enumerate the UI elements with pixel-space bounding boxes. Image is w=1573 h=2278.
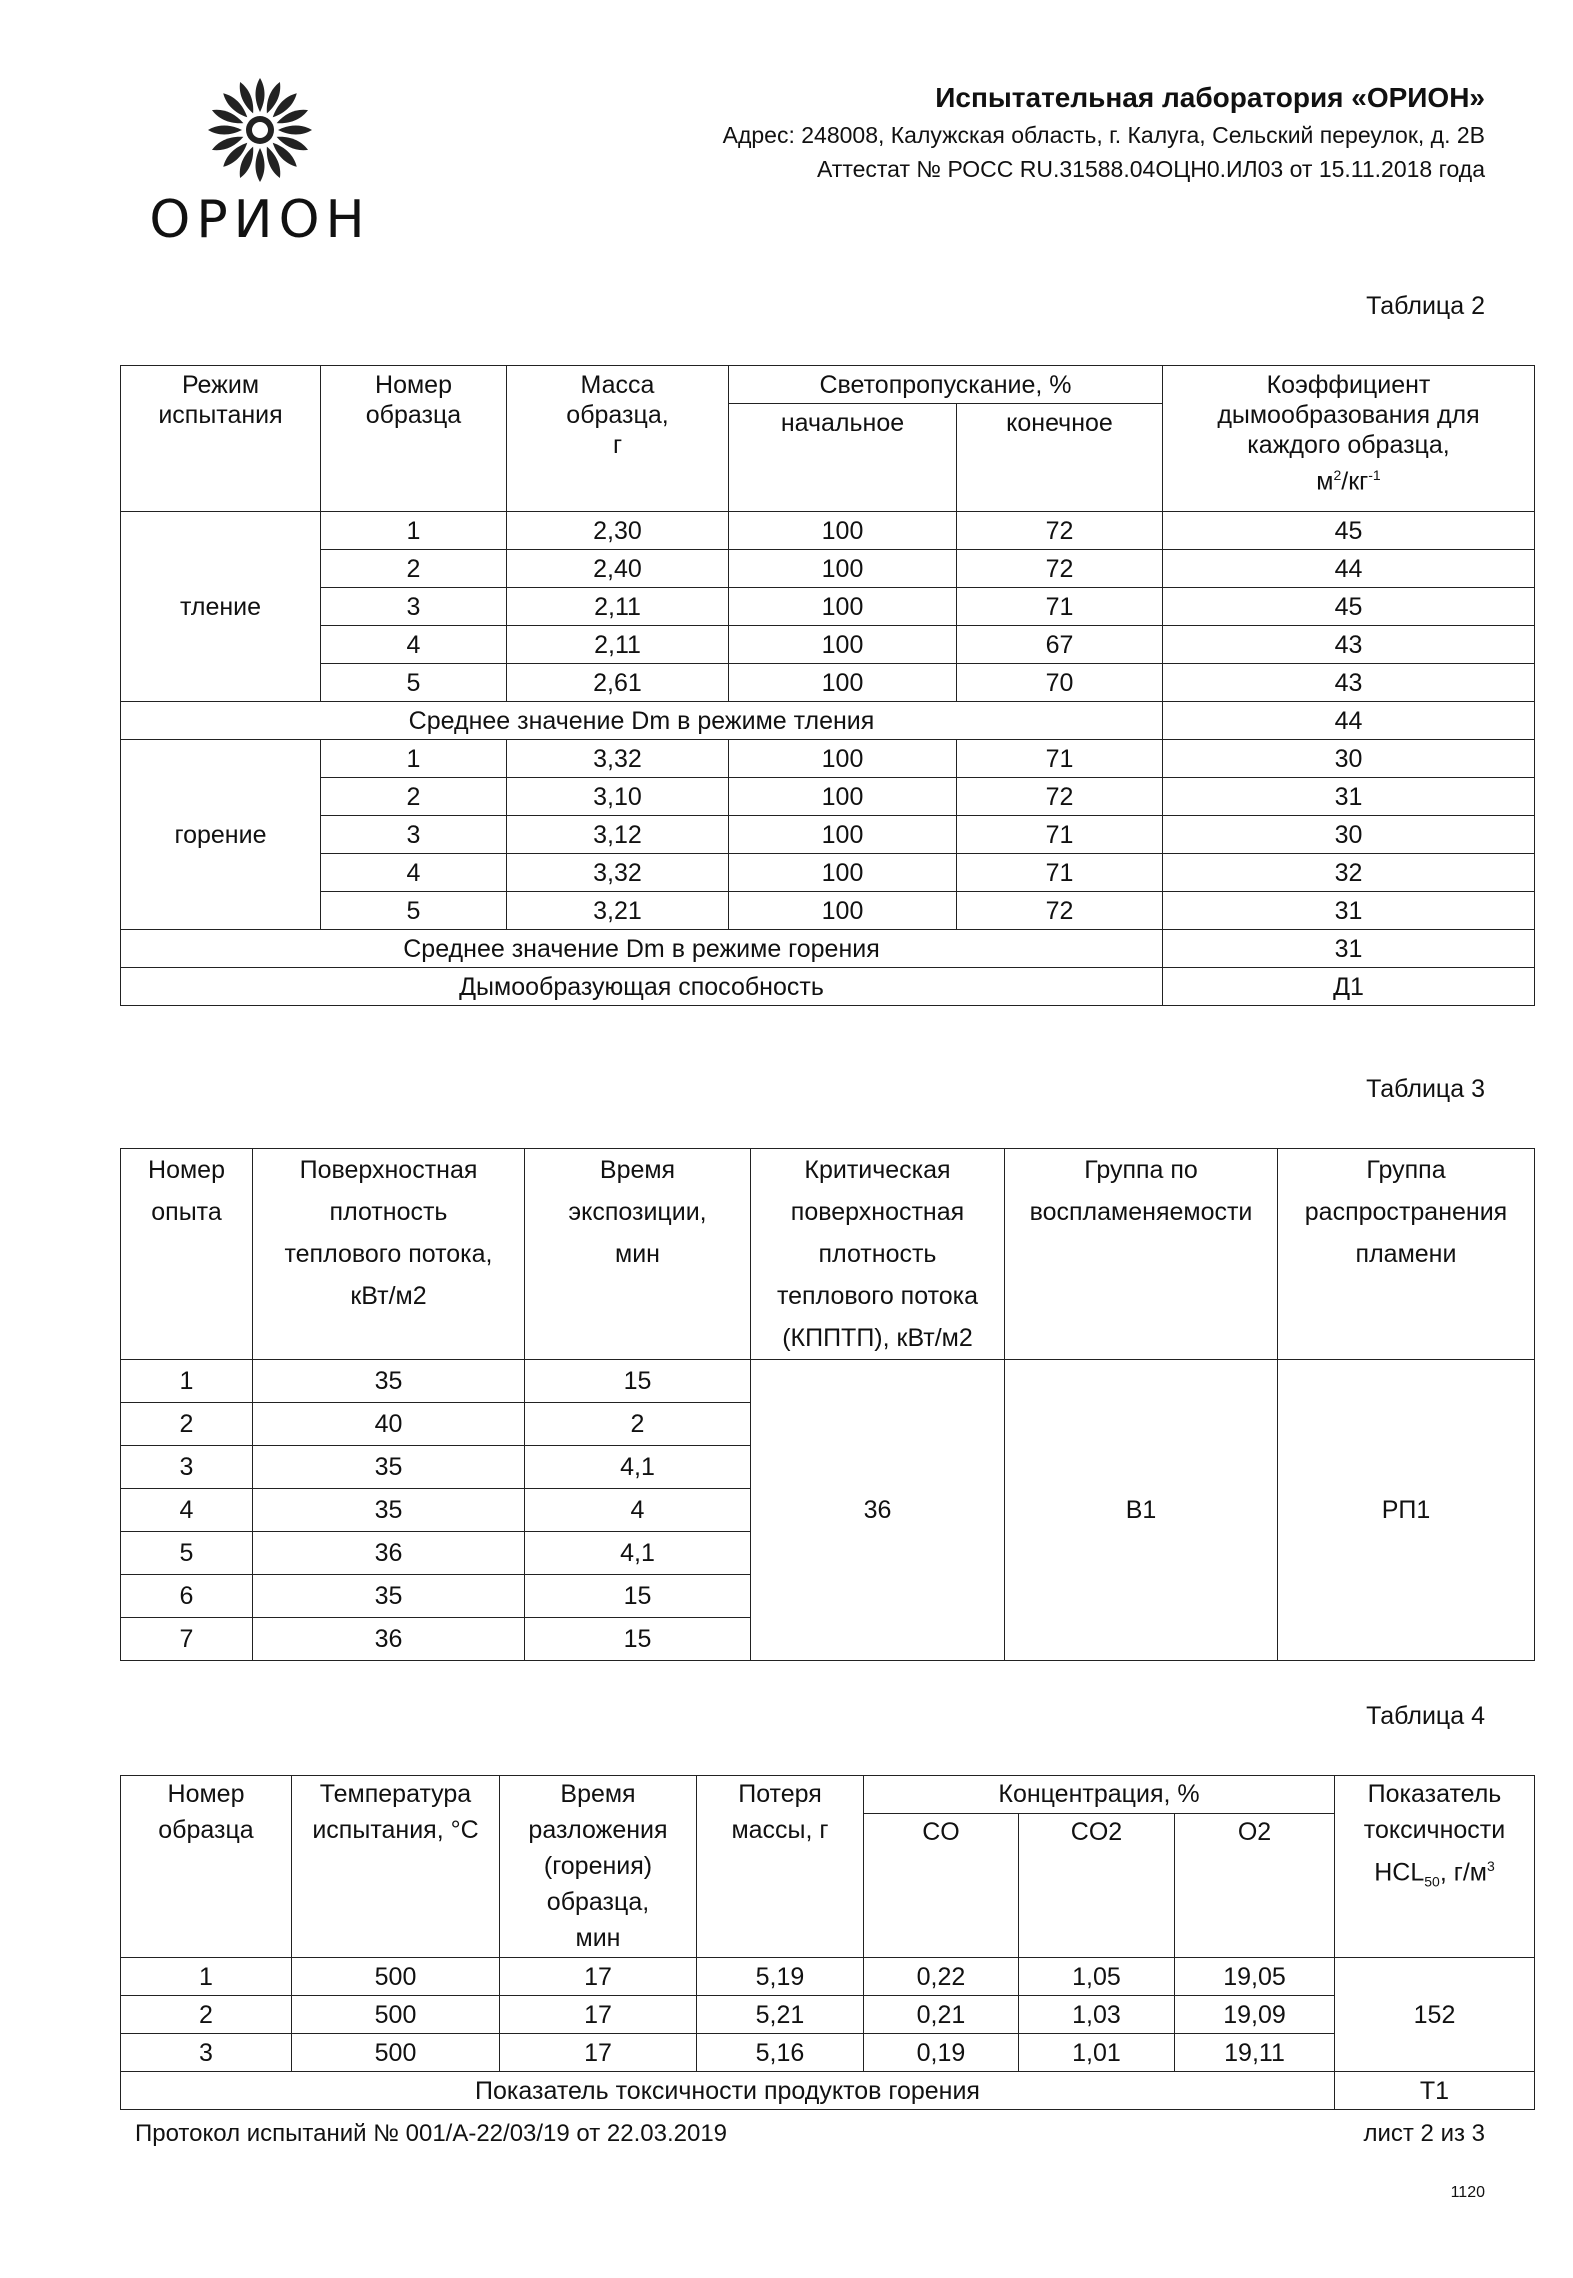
t2-cell: 3,32 (507, 854, 729, 892)
t4-header-line: Номер (167, 1780, 245, 1808)
t2-burn-avg-label: Среднее значение Dm в режиме горения (121, 930, 1163, 968)
t2-header-num (321, 366, 507, 512)
t2-cell: 71 (957, 588, 1163, 626)
t2-cell: 3,10 (507, 778, 729, 816)
t4-header-line: образца, (546, 1888, 650, 1916)
t2-header-num-line: образца (365, 401, 462, 429)
unit-sup: 3 (1486, 1858, 1495, 1874)
t2-cell: 100 (729, 626, 957, 664)
t3-header-line: Поверхностная (299, 1156, 478, 1184)
t2-header-num-line: Номер (375, 371, 452, 399)
t4-header-line: Время (560, 1780, 636, 1808)
lab-name: Испытательная лаборатория «ОРИОН» (935, 82, 1485, 113)
t3-header-line: Критическая (804, 1156, 951, 1184)
unit-sub: 50 (1424, 1873, 1440, 1890)
t3-header-line: теплового потока, (284, 1240, 493, 1268)
t2-cell: 2,11 (507, 626, 729, 664)
t4-cell: 1 (121, 1958, 292, 1996)
t3-header-line: плотность (329, 1198, 448, 1226)
table3 (120, 1148, 1535, 1661)
t3-cell: 15 (525, 1575, 751, 1618)
t3-spread-value: РП1 (1278, 1360, 1535, 1661)
t2-cell: 100 (729, 550, 957, 588)
t3-header-line: распространения (1304, 1198, 1508, 1226)
t2-cell: 100 (729, 740, 957, 778)
t2-cell: 100 (729, 816, 957, 854)
t3-header-flux (253, 1149, 525, 1360)
t2-header-mass-line: образца, (566, 401, 669, 429)
t2-header-coef-unit (1167, 460, 1530, 496)
t2-cell: 2,30 (507, 512, 729, 550)
t2-cell: 100 (729, 892, 957, 930)
table2 (120, 365, 1535, 1006)
t2-cell: 2 (321, 550, 507, 588)
t2-header-mass (507, 366, 729, 512)
t2-cell: 30 (1163, 740, 1535, 778)
t3-cell: 35 (253, 1575, 525, 1618)
t2-smolder-avg-label: Среднее значение Dm в режиме тления (121, 702, 1163, 740)
t4-header-num (121, 1776, 292, 1958)
t2-cell: 43 (1163, 626, 1535, 664)
t3-cell: 4 (121, 1489, 253, 1532)
t2-cell: 100 (729, 664, 957, 702)
t2-header-coef-line: каждого образца, (1247, 431, 1450, 459)
t4-header-line: (горения) (543, 1852, 653, 1880)
t3-header-line: Время (599, 1156, 676, 1184)
t3-header-crit (751, 1149, 1005, 1360)
t4-cell: 2 (121, 1996, 292, 2034)
t2-cell: 5 (321, 664, 507, 702)
t4-tox-label: Показатель токсичности продуктов горения (121, 2072, 1335, 2110)
sheet-number: лист 2 из 3 (1363, 2120, 1485, 2147)
t3-cell: 7 (121, 1618, 253, 1661)
unit-sup: 2 (1333, 467, 1342, 483)
t2-header-coef (1163, 366, 1535, 512)
t4-header-line: испытания, °С (312, 1816, 479, 1844)
orion-logo (140, 72, 380, 252)
table4-caption: Таблица 4 (1366, 1702, 1485, 1730)
t3-cell: 6 (121, 1575, 253, 1618)
t2-header-mode-line: испытания (158, 401, 283, 429)
t2-cell: 2 (321, 778, 507, 816)
t4-header-line: разложения (528, 1816, 668, 1844)
table2-caption: Таблица 2 (1366, 292, 1485, 320)
t4-tox-class: Т1 (1335, 2072, 1535, 2110)
t4-tox-value: 152 (1335, 1958, 1535, 2072)
t3-header-line: кВт/м2 (350, 1282, 427, 1310)
t2-cell: 71 (957, 854, 1163, 892)
t3-cell: 36 (253, 1532, 525, 1575)
t3-header-time (525, 1149, 751, 1360)
t4-header-tox-unit (1339, 1848, 1530, 1899)
t2-header-initial: начальное (729, 404, 957, 512)
unit-m: м (1316, 467, 1334, 496)
t2-cell: 3,21 (507, 892, 729, 930)
t3-header-ign (1005, 1149, 1278, 1360)
t4-cell: 17 (500, 1996, 697, 2034)
t2-cell: 70 (957, 664, 1163, 702)
t2-cell: 72 (957, 892, 1163, 930)
t2-mode-burn: горение (121, 740, 321, 930)
t2-cell: 2,40 (507, 550, 729, 588)
t2-cell: 3 (321, 588, 507, 626)
t3-header-line: (КППТП), кВт/м2 (782, 1324, 973, 1352)
t4-cell: 5,21 (697, 1996, 864, 2034)
unit-sup: -1 (1368, 467, 1381, 483)
t3-cell: 35 (253, 1446, 525, 1489)
t4-cell: 17 (500, 2034, 697, 2072)
t2-cell: 72 (957, 512, 1163, 550)
t3-cell: 15 (525, 1618, 751, 1661)
t2-header-mass-line: Масса (580, 371, 655, 399)
t3-header-line: плотность (818, 1240, 937, 1268)
t4-cell: 5,19 (697, 1958, 864, 1996)
t3-cell: 35 (253, 1360, 525, 1403)
t4-cell: 19,05 (1175, 1958, 1335, 1996)
t4-cell: 500 (292, 2034, 500, 2072)
t3-header-line: поверхностная (790, 1198, 965, 1226)
t2-cell: 2,61 (507, 664, 729, 702)
t3-cell: 4,1 (525, 1446, 751, 1489)
t2-cell: 2,11 (507, 588, 729, 626)
t2-cell: 100 (729, 854, 957, 892)
t3-cell: 2 (121, 1403, 253, 1446)
page-number: 1120 (1450, 2184, 1485, 2201)
sun-flower-icon (140, 72, 380, 192)
t2-cell: 45 (1163, 512, 1535, 550)
t4-header-co: CO (864, 1814, 1019, 1958)
t2-smolder-avg-value: 44 (1163, 702, 1535, 740)
t3-header-line: мин (615, 1240, 660, 1268)
t3-header-exp (121, 1149, 253, 1360)
t3-header-line: воспламеняемости (1029, 1198, 1253, 1226)
logo-text: ОРИОН (149, 190, 371, 250)
t2-cell: 1 (321, 512, 507, 550)
t2-cell: 4 (321, 626, 507, 664)
t3-header-line: теплового потока (776, 1282, 979, 1310)
unit-hcl: HCL (1374, 1858, 1425, 1887)
t4-header-tox (1335, 1776, 1535, 1958)
t3-header-line: Группа (1366, 1156, 1446, 1184)
t2-cell: 44 (1163, 550, 1535, 588)
t2-cell: 100 (729, 778, 957, 816)
t3-cell: 5 (121, 1532, 253, 1575)
t4-cell: 0,19 (864, 2034, 1019, 2072)
t2-cell: 1 (321, 740, 507, 778)
t3-header-line: Группа по (1084, 1156, 1198, 1184)
t3-cell: 36 (253, 1618, 525, 1661)
t2-cell: 5 (321, 892, 507, 930)
t3-header-line: опыта (151, 1198, 222, 1226)
t2-header-final: конечное (957, 404, 1163, 512)
t3-cell: 4 (525, 1489, 751, 1532)
t2-cell: 31 (1163, 778, 1535, 816)
t4-header-co2: CO2 (1019, 1814, 1175, 1958)
protocol-footer: Протокол испытаний № 001/А-22/03/19 от 22.03.2019 (135, 2120, 728, 2147)
t2-cell: 72 (957, 550, 1163, 588)
t4-header-o2: O2 (1175, 1814, 1335, 1958)
t2-header-coef-line: Коэффициент (1266, 371, 1431, 399)
t2-burn-avg-value: 31 (1163, 930, 1535, 968)
t2-cell: 45 (1163, 588, 1535, 626)
t4-header-temp (292, 1776, 500, 1958)
lab-info (723, 78, 1485, 186)
t4-header-line: Температура (319, 1780, 472, 1808)
t4-cell: 19,09 (1175, 1996, 1335, 2034)
t2-smoke-value: Д1 (1163, 968, 1535, 1006)
t2-cell: 3,12 (507, 816, 729, 854)
t2-header-mode-line: Режим (181, 371, 260, 399)
t3-cell: 15 (525, 1360, 751, 1403)
t4-header-line: Потеря (738, 1780, 822, 1808)
t3-cell: 4,1 (525, 1532, 751, 1575)
t4-cell: 19,11 (1175, 2034, 1335, 2072)
lab-attestat: Аттестат № РОСС RU.31588.04ОЦН0.ИЛ03 от 15.11.2018 года (816, 156, 1485, 182)
t2-header-mode (121, 366, 321, 512)
t4-cell: 500 (292, 1958, 500, 1996)
t4-cell: 5,16 (697, 2034, 864, 2072)
t4-header-line: Показатель (1367, 1780, 1502, 1808)
t3-crit-value: 36 (751, 1360, 1005, 1661)
t3-header-line: Номер (148, 1156, 225, 1184)
t2-cell: 67 (957, 626, 1163, 664)
t3-cell: 35 (253, 1489, 525, 1532)
t4-cell: 17 (500, 1958, 697, 1996)
t3-cell: 40 (253, 1403, 525, 1446)
t3-header-line: экспозиции, (568, 1198, 707, 1226)
t4-cell: 1,05 (1019, 1958, 1175, 1996)
t2-header-light: Светопропускание, % (729, 366, 1163, 404)
t4-cell: 500 (292, 1996, 500, 2034)
t4-cell: 1,03 (1019, 1996, 1175, 2034)
t2-cell: 3,32 (507, 740, 729, 778)
t2-cell: 32 (1163, 854, 1535, 892)
t2-cell: 71 (957, 740, 1163, 778)
t3-cell: 3 (121, 1446, 253, 1489)
lab-address: Адрес: 248008, Калужская область, г. Калуга, Сельский переулок, д. 2В (722, 122, 1485, 148)
t4-header-conc: Концентрация, % (864, 1776, 1335, 1814)
t3-header-line: пламени (1355, 1240, 1457, 1268)
t2-header-mass-line: г (612, 431, 623, 459)
t4-cell: 0,22 (864, 1958, 1019, 1996)
t3-ign-value: В1 (1005, 1360, 1278, 1661)
table3-caption: Таблица 3 (1366, 1075, 1485, 1103)
table4 (120, 1775, 1535, 2110)
t2-cell: 3 (321, 816, 507, 854)
t2-cell: 71 (957, 816, 1163, 854)
t2-header-coef-line: дымообразования для (1217, 401, 1480, 429)
unit-kg: /кг (1341, 467, 1369, 496)
t4-header-loss (697, 1776, 864, 1958)
t2-cell: 72 (957, 778, 1163, 816)
t4-header-line: токсичности (1363, 1816, 1506, 1844)
t4-header-line: мин (575, 1924, 621, 1952)
t2-mode-smolder: тление (121, 512, 321, 702)
t4-cell: 0,21 (864, 1996, 1019, 2034)
t2-cell: 30 (1163, 816, 1535, 854)
t4-header-time (500, 1776, 697, 1958)
unit-gm: , г/м (1439, 1858, 1487, 1887)
t2-smoke-label: Дымообразующая способность (121, 968, 1163, 1006)
t2-cell: 100 (729, 588, 957, 626)
t4-header-line: образца (158, 1816, 254, 1844)
t2-cell: 31 (1163, 892, 1535, 930)
t3-cell: 1 (121, 1360, 253, 1403)
t4-cell: 3 (121, 2034, 292, 2072)
t2-cell: 4 (321, 854, 507, 892)
t4-header-line: массы, г (731, 1816, 829, 1844)
t4-cell: 1,01 (1019, 2034, 1175, 2072)
t3-header-spread (1278, 1149, 1535, 1360)
t2-cell: 43 (1163, 664, 1535, 702)
t3-cell: 2 (525, 1403, 751, 1446)
t2-cell: 100 (729, 512, 957, 550)
